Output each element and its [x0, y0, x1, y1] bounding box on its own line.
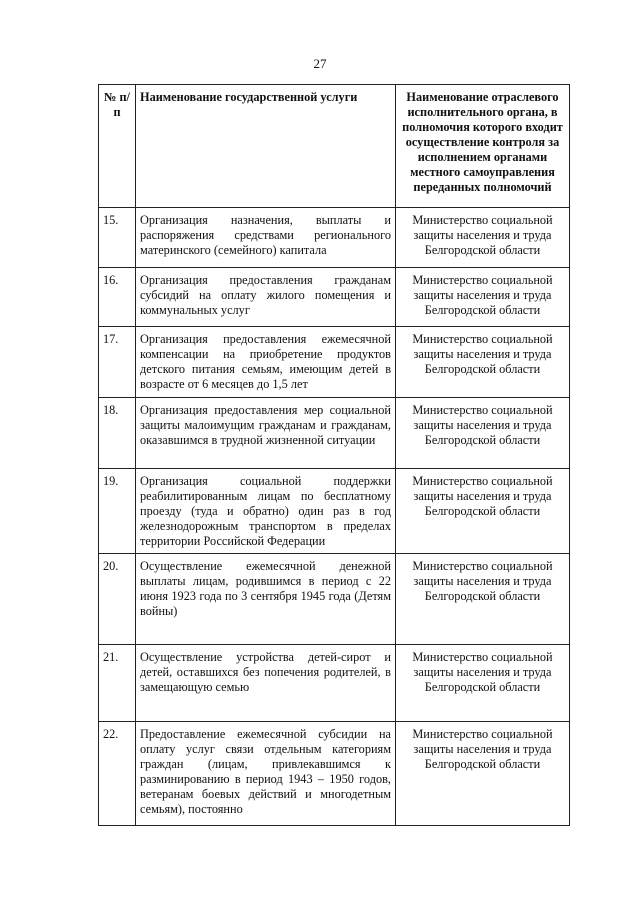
table-row [99, 398, 570, 469]
agency-name: Министерство социальной защиты населения и труда Белгородской области [396, 327, 570, 398]
service-name: Организация назначения, выплаты и распоряжения средствами регионального материнского (семейного) капитала [136, 208, 396, 268]
row-number: 18. [99, 398, 136, 469]
row-number: 20. [99, 554, 136, 645]
row-number: 15. [99, 208, 136, 268]
agency-name: Министерство социальной защиты населения и труда Белгородской области [396, 645, 570, 722]
page-number: 27 [313, 56, 327, 71]
header-agency-name: Наименование отраслевого исполнительного органа, в полномочия которого входит осуществление контроля за исполнением органами местного самоуправления переданных полномочий [396, 85, 570, 208]
service-name: Осуществление ежемесячной денежной выплаты лицам, родившимся в период с 22 июня 1923 года по 3 сентября 1945 года (Детям войны) [136, 554, 396, 645]
table-row [99, 469, 570, 554]
table-row [99, 645, 570, 722]
table-header-row [99, 85, 570, 208]
header-service-name: Наименование государственной услуги [136, 85, 396, 208]
service-name: Организация социальной поддержки реабилитированным лицам по бесплатному проезду (туда и обратно) один раз в год железнодорожным транспортом в пределах территории Российской Федерации [136, 469, 396, 554]
service-name: Осуществление устройства детей-сирот и детей, оставшихся без попечения родителей, в замещающую семью [136, 645, 396, 722]
services-table [98, 84, 570, 826]
row-number: 16. [99, 268, 136, 327]
agency-name: Министерство социальной защиты населения и труда Белгородской области [396, 469, 570, 554]
service-name: Организация предоставления ежемесячной компенсации на приобретение продуктов детского питания семьям, имеющим детей в возрасте от 6 месяцев до 1,5 лет [136, 327, 396, 398]
header-number: № п/п [99, 85, 136, 208]
row-number: 17. [99, 327, 136, 398]
agency-name: Министерство социальной защиты населения и труда Белгородской области [396, 208, 570, 268]
table-row [99, 268, 570, 327]
service-name: Организация предоставления гражданам субсидий на оплату жилого помещения и коммунальных услуг [136, 268, 396, 327]
row-number: 21. [99, 645, 136, 722]
row-number: 19. [99, 469, 136, 554]
table-row [99, 327, 570, 398]
agency-name: Министерство социальной защиты населения и труда Белгородской области [396, 398, 570, 469]
table-row [99, 554, 570, 645]
agency-name: Министерство социальной защиты населения и труда Белгородской области [396, 722, 570, 826]
table-row [99, 722, 570, 826]
agency-name: Министерство социальной защиты населения и труда Белгородской области [396, 554, 570, 645]
agency-name: Министерство социальной защиты населения и труда Белгородской области [396, 268, 570, 327]
service-name: Организация предоставления мер социальной защиты малоимущим гражданам и гражданам, оказавшимся в трудной жизненной ситуации [136, 398, 396, 469]
service-name: Предоставление ежемесячной субсидии на оплату услуг связи отдельным категориям граждан (лицам, привлекавшимся к разминированию в период 1943 – 1950 годов, ветеранам боевых действий и многодетным семьям), постоянно [136, 722, 396, 826]
row-number: 22. [99, 722, 136, 826]
table-row [99, 208, 570, 268]
